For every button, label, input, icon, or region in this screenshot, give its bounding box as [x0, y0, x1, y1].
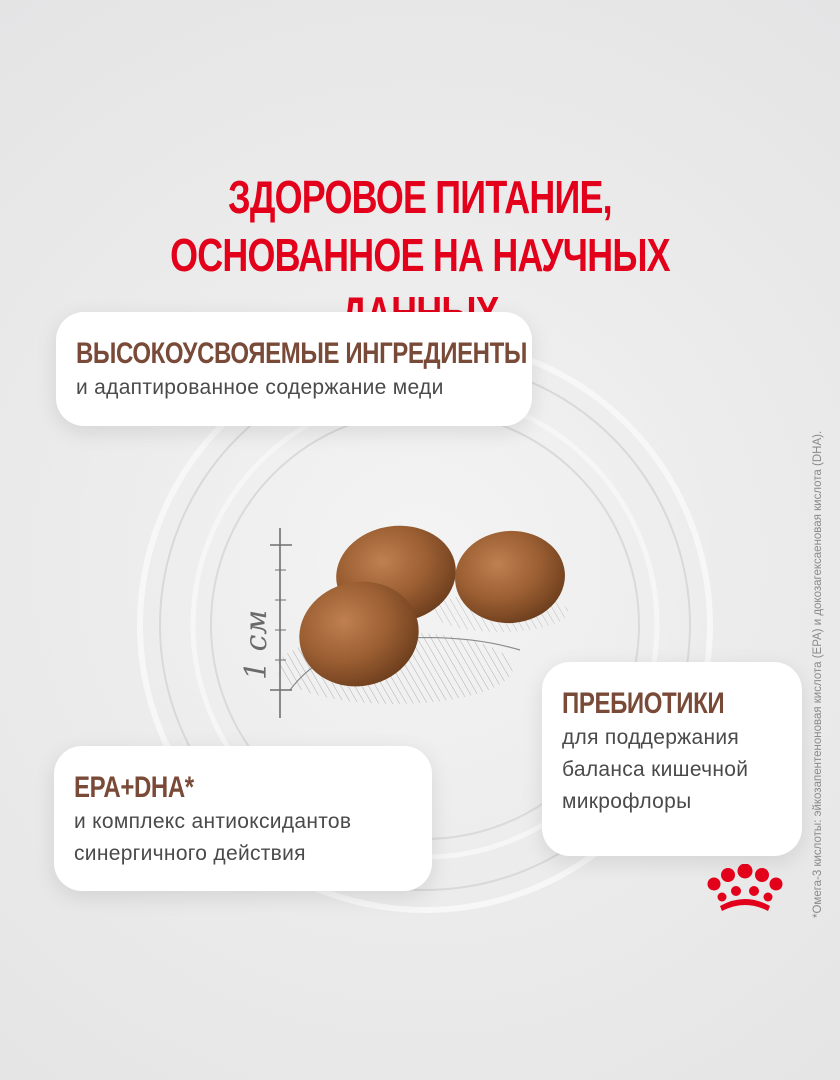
prebiotics-card: [542, 662, 802, 856]
footnote: *Омега-3 кислоты: эйкозапентеноновая кислота (EPA) и докозагексаеновая кислота (DHA).: [812, 430, 824, 918]
epa-dha-line-1: и комплекс антиоксидантов: [74, 810, 352, 833]
ingredients-card: [56, 312, 532, 426]
epa-dha-card: [54, 746, 432, 891]
ingredients-text: и адаптированное содержание меди: [76, 376, 444, 399]
title-line-2: ОСНОВАННОЕ НА НАУЧНЫХ: [170, 229, 670, 281]
royal-canin-crown-icon: [700, 864, 790, 914]
prebiotics-line-3: микрофлоры: [562, 790, 692, 813]
prebiotics-line-1: для поддержания: [562, 726, 740, 749]
prebiotics-heading: ПРЕБИОТИКИ: [562, 687, 725, 720]
scale-label: 1 см: [239, 609, 274, 680]
epa-dha-line-2: синергичного действия: [74, 842, 306, 865]
prebiotics-line-2: баланса кишечной: [562, 758, 749, 781]
ingredients-heading: ВЫСОКОУСВОЯЕМЫЕ ИНГРЕДИЕНТЫ: [76, 337, 527, 370]
title-line-1: ЗДОРОВОЕ ПИТАНИЕ,: [228, 171, 612, 223]
epa-dha-heading: EPA+DHA*: [74, 771, 194, 804]
